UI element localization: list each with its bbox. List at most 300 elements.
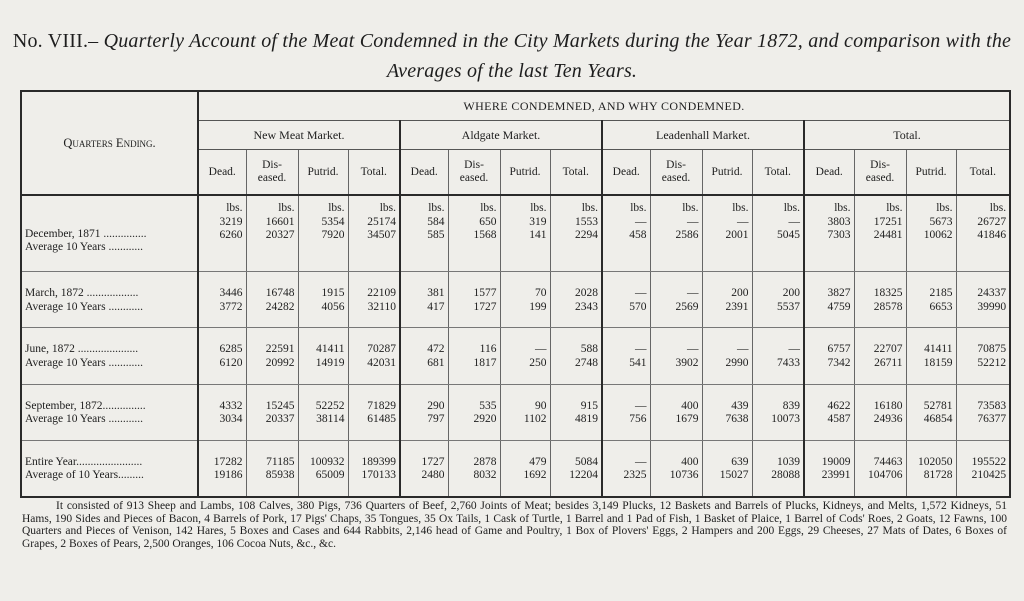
- cell-value: —: [635, 343, 647, 356]
- cell-value: 70: [535, 287, 547, 300]
- cell-value: 100932: [310, 455, 345, 468]
- table-cell: [198, 328, 246, 384]
- column-header-diseased-line2: eased.: [257, 172, 287, 184]
- table-cell: [550, 272, 602, 328]
- table-cell: [448, 440, 500, 497]
- column-header-diseased-line2: eased.: [459, 172, 489, 184]
- cell-value: 10073: [771, 413, 800, 426]
- table-cell: [906, 195, 956, 272]
- cell-value: 19009: [821, 455, 851, 468]
- row-label: [21, 328, 198, 384]
- cell-value: 46854: [923, 413, 953, 426]
- cell-value: 85938: [265, 469, 295, 482]
- unit-label: lbs.: [328, 202, 345, 214]
- cell-value: 3902: [675, 356, 699, 369]
- cell-value: 5045: [777, 229, 800, 241]
- column-header-diseased-line1: Dis-: [870, 159, 890, 171]
- page-title: [10, 26, 1014, 86]
- table-cell: [906, 384, 956, 440]
- cell-value: 3446: [219, 287, 243, 300]
- table-cell: [906, 440, 956, 497]
- cell-value: 472: [427, 343, 445, 356]
- cell-value: 7920: [321, 229, 345, 241]
- cell-value: 5673: [929, 215, 953, 228]
- unit-label: lbs.: [630, 202, 647, 214]
- cell-value: 19186: [213, 469, 243, 482]
- cell-value: 71829: [367, 399, 396, 412]
- cell-value: —: [788, 215, 800, 228]
- column-header-putrid: Putrid.: [702, 150, 752, 196]
- cell-value: 8032: [473, 469, 497, 482]
- cell-value: 10736: [669, 469, 699, 482]
- cell-value: 23991: [821, 469, 851, 482]
- cell-value: 4759: [827, 300, 851, 313]
- cell-value: 17282: [213, 455, 243, 468]
- row-label-line: Average 10 Years ............: [25, 356, 143, 369]
- column-header-total: Total.: [752, 150, 804, 196]
- row-label-line: Average 10 Years ............: [25, 241, 143, 254]
- table-cell: [246, 272, 298, 328]
- cell-value: 2325: [623, 469, 647, 482]
- cell-value: 22707: [873, 343, 903, 356]
- cell-value: 1553: [575, 215, 598, 228]
- cell-value: 25174: [367, 215, 396, 228]
- table-cell: [804, 195, 854, 272]
- cell-value: 22591: [265, 343, 295, 356]
- cell-value: 61485: [367, 413, 396, 426]
- table-cell: [854, 195, 906, 272]
- cell-value: 4622: [827, 399, 851, 412]
- unit-label: lbs.: [834, 202, 851, 214]
- cell-value: 34507: [367, 229, 396, 241]
- table-cell: [198, 384, 246, 440]
- cell-value: 6285: [219, 343, 243, 356]
- cell-value: 32110: [367, 300, 396, 313]
- cell-value: 2990: [725, 356, 749, 369]
- cell-value: 1039: [777, 455, 800, 468]
- row-label-line: Entire Year.......................: [25, 455, 143, 468]
- cell-value: 90: [535, 399, 547, 412]
- cell-value: 102050: [918, 455, 953, 468]
- cell-value: 81728: [923, 469, 953, 482]
- row-label-spacer: [25, 214, 194, 228]
- cell-value: 290: [427, 399, 445, 412]
- column-header-diseased: [246, 150, 298, 196]
- table-cell: [550, 440, 602, 497]
- title-number: No. VIII.–: [12, 30, 99, 52]
- unit-label: lbs.: [682, 202, 699, 214]
- unit-label: lbs.: [226, 202, 243, 214]
- cell-value: 650: [479, 215, 497, 228]
- table-cell: [702, 195, 752, 272]
- table-cell: [854, 328, 906, 384]
- quarters-header: Quarters Ending.: [21, 91, 198, 195]
- title-text: Quarterly Account of the Meat Condemned in the City Markets during the Year 1872, and comparison with the Averages of the last Ten Years.: [103, 30, 1012, 82]
- cell-value: 3034: [219, 413, 243, 426]
- cell-value: 16601: [265, 215, 295, 228]
- table-cell: [550, 384, 602, 440]
- cell-value: 10062: [923, 229, 953, 241]
- cell-value: 839: [782, 399, 800, 412]
- table-cell: [602, 440, 650, 497]
- unit-label: lbs.: [783, 202, 800, 214]
- table-cell: [500, 328, 550, 384]
- cell-value: 38114: [316, 413, 345, 426]
- cell-value: 2001: [725, 229, 749, 241]
- cell-value: —: [635, 455, 647, 468]
- table-cell: [246, 328, 298, 384]
- table-cell: [246, 440, 298, 497]
- cell-value: 200: [782, 287, 800, 300]
- cell-value: 2343: [575, 300, 598, 313]
- column-header-putrid: Putrid.: [906, 150, 956, 196]
- table-row: [21, 440, 1010, 497]
- cell-value: 116: [479, 343, 497, 356]
- table-cell: [956, 328, 1010, 384]
- table-cell: [550, 328, 602, 384]
- table-cell: [650, 384, 702, 440]
- table-cell: [602, 384, 650, 440]
- column-header-dead: Dead.: [602, 150, 650, 196]
- cell-value: 797: [427, 413, 445, 426]
- column-header-diseased-line2: eased.: [661, 172, 691, 184]
- cell-value: 588: [580, 343, 598, 356]
- table-cell: [246, 384, 298, 440]
- cell-value: 7342: [827, 356, 851, 369]
- cell-value: 41411: [924, 343, 953, 356]
- cell-value: 24936: [873, 413, 903, 426]
- cell-value: 1727: [473, 300, 497, 313]
- table-cell: [400, 440, 448, 497]
- cell-value: 4332: [219, 399, 243, 412]
- table-cell: [550, 195, 602, 272]
- table-row: [21, 328, 1010, 384]
- column-header-diseased-line2: eased.: [865, 172, 895, 184]
- table-cell: [400, 272, 448, 328]
- cell-value: 1577: [473, 287, 497, 300]
- cell-value: 584: [427, 215, 445, 228]
- cell-value: 20327: [265, 229, 295, 241]
- market-header-new-meat: New Meat Market.: [198, 121, 400, 150]
- column-header-putrid: Putrid.: [298, 150, 348, 196]
- column-header-total: Total.: [348, 150, 400, 196]
- table-cell: [956, 195, 1010, 272]
- cell-value: 26727: [977, 215, 1007, 228]
- cell-value: 1568: [473, 229, 497, 241]
- unit-label: lbs.: [732, 202, 749, 214]
- cell-value: 1817: [473, 356, 497, 369]
- table-cell: [602, 195, 650, 272]
- cell-value: 2878: [473, 455, 497, 468]
- cell-value: —: [737, 343, 749, 356]
- cell-value: 3803: [827, 215, 851, 228]
- cell-value: 141: [529, 229, 547, 241]
- cell-value: 17251: [873, 215, 903, 228]
- cell-value: 1727: [421, 455, 445, 468]
- cell-value: 15245: [265, 399, 295, 412]
- cell-value: 70875: [977, 343, 1007, 356]
- cell-value: 4056: [321, 300, 345, 313]
- cell-value: 7638: [725, 413, 749, 426]
- table-cell: [752, 272, 804, 328]
- cell-value: 6653: [929, 300, 953, 313]
- table-cell: [500, 440, 550, 497]
- table-cell: [298, 195, 348, 272]
- table-cell: [298, 384, 348, 440]
- cell-value: 6120: [219, 356, 243, 369]
- cell-value: 2920: [473, 413, 497, 426]
- table-cell: [956, 384, 1010, 440]
- row-label-line: June, 1872 .....................: [25, 343, 139, 356]
- cell-value: 1102: [523, 413, 547, 426]
- column-header-dead: Dead.: [198, 150, 246, 196]
- cell-value: 5084: [575, 455, 598, 468]
- cell-value: 70287: [367, 343, 396, 356]
- table-cell: [348, 328, 400, 384]
- table-cell: [348, 440, 400, 497]
- unit-label: lbs.: [480, 202, 497, 214]
- cell-value: —: [687, 287, 699, 300]
- table-cell: [752, 440, 804, 497]
- cell-value: 52252: [315, 399, 345, 412]
- cell-value: 2294: [575, 229, 598, 241]
- column-header-diseased: [650, 150, 702, 196]
- cell-value: 28578: [873, 300, 903, 313]
- cell-value: 7303: [827, 229, 851, 241]
- table-cell: [298, 328, 348, 384]
- table-cell: [956, 272, 1010, 328]
- table-cell: [804, 384, 854, 440]
- cell-value: 1692: [523, 469, 547, 482]
- cell-value: 7433: [777, 356, 800, 369]
- table-cell: [650, 272, 702, 328]
- cell-value: 170133: [361, 469, 396, 482]
- cell-value: 479: [529, 455, 547, 468]
- cell-value: 2391: [725, 300, 749, 313]
- cell-value: 65009: [315, 469, 345, 482]
- unit-label: lbs.: [278, 202, 295, 214]
- unit-label: lbs.: [428, 202, 445, 214]
- cell-value: 199: [529, 300, 547, 313]
- column-header-diseased: [448, 150, 500, 196]
- cell-value: 12204: [569, 469, 598, 482]
- table-row: [21, 272, 1010, 328]
- column-header-total: Total.: [956, 150, 1010, 196]
- unit-label: lbs.: [379, 202, 396, 214]
- table-cell: [752, 384, 804, 440]
- footnote: It consisted of 913 Sheep and Lambs, 108 Calves, 380 Pigs, 736 Quarters of Beef, 2,760 Joints of Meat; besides 3,149 Plucks, 12 Baskets and Barrels of Plucks, Kidneys, and Melts, 1,572 Kidneys, 51 Hams, 190 Sides and Pieces of Bacon, 4 Barrels of Pork, 17 Pigs' Chaps, 35 Tongues, 35 Ox Tails, 1 Cask of Turtle, 1 Barrel and 1 Pad of Fish, 1 Basket of Plaice, 1 Barrel of Cods' Roes, 2 Goats, 12 Fawns, 100 Quarters and Pieces of Venison, 142 Hares, 5 Boxes and Cases and 644 Rabbits, 2,146 head of Game and Poultry, 1 Box of Plovers' Eggs, 2 Hampers and 200 Eggs, 29 Cheeses, 27 Mats of Dates, 6 Boxes of Grapes, 2 Boxes of Pears, 2,500 Oranges, 106 Cocoa Nuts, &c., &c.: [22, 500, 1007, 550]
- cell-value: 41846: [977, 229, 1007, 241]
- cell-value: 439: [731, 399, 749, 412]
- cell-value: 400: [681, 455, 699, 468]
- unit-label: lbs.: [581, 202, 598, 214]
- cell-value: 2480: [421, 469, 445, 482]
- column-header-putrid: Putrid.: [500, 150, 550, 196]
- cell-value: 16748: [265, 287, 295, 300]
- cell-value: 4819: [575, 413, 598, 426]
- table-cell: [702, 440, 752, 497]
- cell-value: 52781: [923, 399, 953, 412]
- cell-value: 6260: [219, 229, 243, 241]
- cell-value: 42031: [367, 356, 396, 369]
- cell-value: 189399: [361, 455, 396, 468]
- cell-value: 2185: [929, 287, 953, 300]
- row-label: [21, 384, 198, 440]
- table-body: [21, 195, 1010, 497]
- table-cell: [854, 272, 906, 328]
- table-cell: [298, 440, 348, 497]
- cell-value: 76377: [977, 413, 1007, 426]
- row-label-line: December, 1871 ...............: [25, 227, 147, 240]
- cell-value: 200: [731, 287, 749, 300]
- cell-value: 18159: [923, 356, 953, 369]
- row-label-line: March, 1872 ..................: [25, 287, 139, 300]
- cell-value: 639: [731, 455, 749, 468]
- cell-value: 2028: [575, 287, 598, 300]
- cell-value: 41411: [316, 343, 345, 356]
- table-cell: [448, 272, 500, 328]
- table-row: [21, 195, 1010, 272]
- table-cell: [702, 328, 752, 384]
- table-cell: [198, 272, 246, 328]
- table-cell: [348, 195, 400, 272]
- cell-value: —: [635, 399, 647, 412]
- cell-value: 3219: [219, 215, 243, 228]
- table-cell: [198, 440, 246, 497]
- column-header-total: Total.: [550, 150, 602, 196]
- cell-value: 3827: [827, 287, 851, 300]
- cell-value: 74463: [873, 455, 903, 468]
- table-cell: [650, 195, 702, 272]
- unit-label: lbs.: [530, 202, 547, 214]
- cell-value: 1915: [321, 287, 345, 300]
- column-header-diseased: [854, 150, 906, 196]
- market-header-total: Total.: [804, 121, 1010, 150]
- cell-value: 400: [681, 399, 699, 412]
- cell-value: 104706: [868, 469, 903, 482]
- table-cell: [348, 384, 400, 440]
- table-cell: [602, 272, 650, 328]
- table-cell: [246, 195, 298, 272]
- cell-value: 915: [580, 399, 598, 412]
- table-cell: [400, 195, 448, 272]
- table-cell: [702, 272, 752, 328]
- cell-value: 570: [629, 300, 647, 313]
- cell-value: 195522: [971, 455, 1007, 468]
- cell-value: 681: [427, 356, 445, 369]
- cell-value: 39990: [977, 300, 1007, 313]
- row-label: [21, 195, 198, 272]
- table-cell: [448, 384, 500, 440]
- table-cell: [804, 272, 854, 328]
- unit-label: lbs.: [886, 202, 903, 214]
- row-label-line: Average 10 Years ............: [25, 300, 143, 313]
- table-cell: [448, 195, 500, 272]
- cell-value: 756: [629, 413, 647, 426]
- cell-value: 73583: [977, 399, 1007, 412]
- cell-value: 381: [427, 287, 445, 300]
- table-cell: [906, 328, 956, 384]
- cell-value: —: [737, 215, 749, 228]
- cell-value: 28088: [771, 469, 800, 482]
- table-cell: [500, 384, 550, 440]
- column-header-dead: Dead.: [400, 150, 448, 196]
- column-header-diseased-line1: Dis-: [666, 159, 686, 171]
- condemned-meat-table: [20, 90, 1011, 498]
- cell-value: 24337: [977, 287, 1007, 300]
- cell-value: 585: [427, 229, 445, 241]
- table-cell: [906, 272, 956, 328]
- cell-value: 15027: [719, 469, 749, 482]
- column-header-diseased-line1: Dis-: [262, 159, 282, 171]
- cell-value: 2586: [675, 229, 699, 241]
- unit-label: lbs.: [936, 202, 953, 214]
- cell-value: —: [635, 287, 647, 300]
- column-header-diseased-line1: Dis-: [464, 159, 484, 171]
- table-row: [21, 384, 1010, 440]
- cell-value: 5537: [777, 300, 800, 313]
- table-cell: [956, 440, 1010, 497]
- table-cell: [400, 328, 448, 384]
- column-header-dead: Dead.: [804, 150, 854, 196]
- unit-label: lbs.: [989, 202, 1007, 214]
- row-label-line: September, 1872...............: [25, 399, 146, 412]
- cell-value: 417: [427, 300, 445, 313]
- table-cell: [804, 328, 854, 384]
- cell-value: 1679: [675, 413, 699, 426]
- cell-value: 24282: [265, 300, 295, 313]
- table-cell: [500, 195, 550, 272]
- market-header-aldgate: Aldgate Market.: [400, 121, 602, 150]
- table-cell: [400, 384, 448, 440]
- cell-value: 2748: [575, 356, 598, 369]
- cell-value: —: [788, 343, 800, 356]
- table-cell: [752, 195, 804, 272]
- table-cell: [650, 440, 702, 497]
- cell-value: 20337: [265, 413, 295, 426]
- cell-value: 14919: [315, 356, 345, 369]
- table-cell: [500, 272, 550, 328]
- row-label-line: Average of 10 Years.........: [25, 469, 144, 482]
- table-cell: [448, 328, 500, 384]
- row-label-line: Average 10 Years ............: [25, 413, 143, 426]
- cell-value: —: [687, 215, 699, 228]
- cell-value: 319: [529, 215, 547, 228]
- cell-value: 22109: [367, 287, 396, 300]
- cell-value: 4587: [827, 413, 851, 426]
- table-cell: [298, 272, 348, 328]
- cell-value: 20992: [265, 356, 295, 369]
- cell-value: —: [635, 215, 647, 228]
- market-header-leadenhall: Leadenhall Market.: [602, 121, 804, 150]
- table-cell: [854, 440, 906, 497]
- where-condemned-header: WHERE CONDEMNED, AND WHY CONDEMNED.: [198, 91, 1010, 121]
- table-cell: [804, 440, 854, 497]
- cell-value: 26711: [874, 356, 903, 369]
- cell-value: 458: [629, 229, 647, 241]
- table-cell: [702, 384, 752, 440]
- table-cell: [602, 328, 650, 384]
- cell-value: 6757: [827, 343, 851, 356]
- cell-value: 2569: [675, 300, 699, 313]
- table-cell: [752, 328, 804, 384]
- row-label: [21, 272, 198, 328]
- cell-value: —: [687, 343, 699, 356]
- cell-value: 535: [479, 399, 497, 412]
- table-cell: [348, 272, 400, 328]
- table-cell: [198, 195, 246, 272]
- table-cell: [854, 384, 906, 440]
